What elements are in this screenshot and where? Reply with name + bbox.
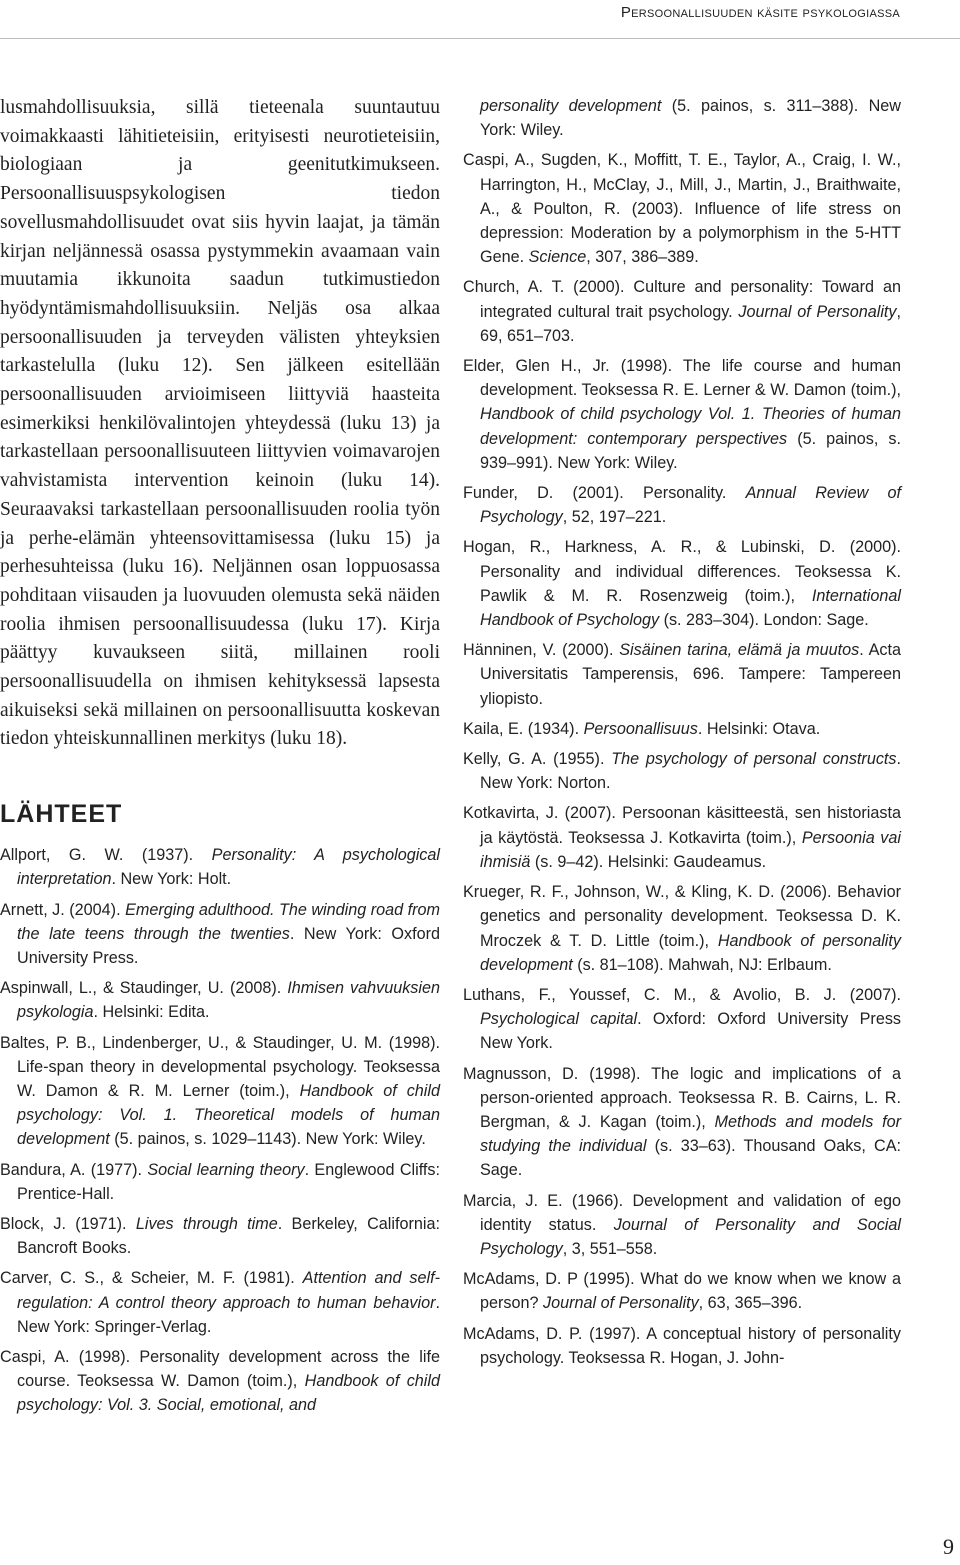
reference-entry	[0, 976, 440, 1024]
reference-text: , 63, 365–396.	[698, 1294, 803, 1313]
reference-text: Allport, G. W. (1937).	[0, 846, 212, 865]
reference-text: . Berkeley, California: Bancroft Books.	[17, 1215, 440, 1258]
reference-text: , 307, 386–389.	[586, 248, 699, 267]
reference-text: Kelly, G. A. (1955).	[463, 750, 612, 769]
reference-entry	[463, 481, 901, 529]
reference-title: Psychological capital	[480, 1010, 638, 1029]
reference-entry	[0, 843, 440, 891]
reference-title: Emerging adulthood. The winding road from the late teens through the twenties	[17, 900, 440, 943]
left-column	[0, 94, 440, 1424]
reference-title: personality development	[480, 97, 662, 115]
header-divider	[0, 38, 960, 39]
reference-entry	[463, 535, 901, 632]
reference-title: Social learning theory	[147, 1160, 305, 1179]
reference-text: (s. 9–42). Helsinki: Gaudeamus.	[530, 852, 767, 871]
reference-entry	[463, 1062, 901, 1183]
reference-title: Lives through time	[135, 1215, 278, 1234]
reference-title: The psychology of personal constructs	[611, 750, 897, 769]
reference-text: (s. 81–108). Mahwah, NJ: Erlbaum.	[572, 955, 832, 974]
references-list-left	[0, 843, 440, 1417]
reference-text: , 69, 651–703.	[480, 302, 902, 345]
reference-text: Caspi, A., Sugden, K., Moffitt, T. E., Taylor, A., Craig, I. W., Harrington, H., McClay, J., Mill, J., Martin, J., Braithwaite, A., & Poulton, R. (2003). Influence of life stress on depression: Moderation by a polymorphism in the 5-HTT Gene.	[463, 151, 901, 267]
page-number: 9	[943, 1534, 954, 1559]
reference-text: , 52, 197–221.	[562, 508, 667, 527]
reference-text: Bandura, A. (1977).	[0, 1160, 148, 1179]
reference-title: Persoonallisuus	[583, 719, 698, 738]
reference-text: Hogan, R., Harkness, A. R., & Lubinski, D. (2000). Personality and individual differences. Teoksessa K. Pawlik & M. R. Rosenzweig (toim.),	[463, 538, 901, 605]
reference-text: Krueger, R. F., Johnson, W., & Kling, K. D. (2006). Behavior genetics and personality development. Teoksessa D. K. Mroczek & T. D. Little (toim.),	[463, 883, 901, 950]
reference-entry	[463, 638, 901, 711]
reference-title: Ihmisen vahvuuksien psykologia	[17, 979, 440, 1022]
reference-title: Handbook of personality development	[480, 931, 901, 974]
reference-text: Magnusson, D. (1998). The logic and implications of a person-oriented approach. Teoksessa R. B. Cairns, L. R. Bergman, & J. Kagan (toim.),	[463, 1064, 901, 1131]
reference-text: Baltes, P. B., Lindenberger, U., & Staudinger, U. M. (1998). Life-span theory in developmental psychology. Teoksessa W. Damon & R. M. Lerner (toim.),	[0, 1033, 440, 1100]
reference-text: . New York: Norton.	[480, 750, 902, 793]
reference-text: Block, J. (1971).	[0, 1215, 136, 1234]
references-list-right	[463, 94, 901, 1370]
reference-title: Journal of Personality	[543, 1294, 699, 1313]
reference-entry	[463, 354, 901, 475]
reference-text: Luthans, F., Youssef, C. M., & Avolio, B. J. (2007).	[463, 985, 901, 1004]
reference-title: Journal of Personality	[738, 302, 897, 321]
reference-entry	[463, 94, 901, 142]
reference-entry	[463, 1322, 901, 1370]
reference-text: . Acta Universitatis Tamperensis, 696. Tampere: Tampereen yliopisto.	[480, 641, 901, 708]
reference-text: (5. painos, s. 1029–1143). New York: Wiley.	[109, 1130, 426, 1149]
reference-title: Science	[528, 248, 587, 267]
reference-entry	[0, 898, 440, 971]
reference-title: Handbook of child psychology: Vol. 3. Social, emotional, and	[17, 1372, 440, 1415]
reference-text: Elder, Glen H., Jr. (1998). The life course and human development. Teoksessa R. E. Lerner & W. Damon (toim.),	[463, 357, 901, 400]
reference-text: (s. 33–63). Thousand Oaks, CA: Sage.	[480, 1137, 901, 1180]
reference-title: Persoonia vai ihmisiä	[480, 828, 901, 871]
reference-entry	[0, 1031, 440, 1152]
reference-title: Methods and models for studying the individual	[480, 1112, 901, 1156]
reference-text: Arnett, J. (2004).	[0, 900, 126, 919]
reference-entry	[463, 148, 901, 269]
reference-entry	[463, 880, 901, 977]
reference-text: Marcia, J. E. (1966). Development and validation of ego identity status.	[463, 1191, 901, 1234]
body-paragraph: lusmahdollisuuksia, sillä tieteenala suuntautuu voimakkaasti lähitieteisiin, erityisesti neurotieteisiin, biologiaan ja geenitutkimukseen. Persoonallisuuspsykologisen tiedon sovellusmahdollisuudet ovat siis hyvin laajat, ja tämän kirjan neljännessä osassa pystymmekin avaamaan vain muutamia ikkunoita saadun tutkimustiedon hyödyntämismahdollisuuksiin. Neljäs osa alkaa persoonallisuuden ja terveyden välisten yhteyksien tarkastelulla (luku 12). Sen jälkeen esitellään persoonallisuuden arvioimiseen liittyviä haasteita esimerkiksi henkilövalintojen yhteydessä (luku 13) ja tarkastellaan persoonallisuuteen liittyvien voimavarojen vahvistamista intervention keinoin (luku 14). Seuraavaksi tarkastellaan persoonallisuuden roolia työn ja perhe-elämän yhteensovittamisessa (luku 15) ja perhesuhteissa (luku 16). Neljännen osan loppuosassa pohditaan viisauden ja luovuuden olemusta sekä näiden roolia ihmisen persoonallisuudessa (luku 17). Kirja päättyy kuvaukseen siitä, millainen rooli persoonallisuudella on ihmisen kehityksessä lapsesta aikuiseksi sekä millainen on persoonallisuutta koskevan tiedon yhteiskunnallinen merkitys (luku 18).	[0, 97, 440, 750]
reference-title: Personality: A psychological interpretation	[17, 846, 440, 889]
reference-text: (5. painos, s. 939–991). New York: Wiley.	[480, 429, 901, 472]
reference-title: Attention and self-regulation: A control theory approach to human behavior	[17, 1269, 440, 1312]
reference-text: , 3, 551–558.	[562, 1239, 658, 1258]
reference-entry	[463, 983, 901, 1056]
reference-text: Caspi, A. (1998). Personality development across the life course. Teoksessa W. Damon (toim.),	[0, 1348, 440, 1391]
reference-title: Sisäinen tarina, elämä ja muutos	[619, 641, 860, 660]
reference-text: (s. 283–304). London: Sage.	[659, 611, 869, 630]
reference-entry	[463, 717, 901, 741]
reference-entry	[0, 1212, 440, 1260]
reference-title: Journal of Personality and Social Psychology	[480, 1215, 901, 1258]
reference-entry	[0, 1345, 440, 1418]
references-heading: LÄHTEET	[0, 800, 123, 829]
reference-text: Carver, C. S., & Scheier, M. F. (1981).	[0, 1269, 303, 1288]
running-head: Persoonallisuuden käsite psykologiassa	[620, 4, 900, 21]
reference-entry	[463, 1267, 901, 1315]
reference-text: (5. painos, s. 311–388). New York: Wiley.	[480, 97, 901, 140]
reference-entry	[0, 1158, 440, 1206]
reference-text: . New York: Springer-Verlag.	[17, 1293, 440, 1336]
reference-title: International Handbook of Psychology	[480, 586, 901, 630]
reference-entry	[463, 1189, 901, 1262]
reference-text: Hänninen, V. (2000).	[463, 641, 620, 660]
reference-text: . New York: Holt.	[111, 870, 232, 889]
reference-text: . New York: Oxford University Press.	[17, 924, 440, 967]
reference-text: Kotkavirta, J. (2007). Persoonan käsitteestä, sen historiasta ja käytöstä. Teoksessa J. Kotkavirta (toim.),	[463, 804, 901, 847]
reference-text: Kaila, E. (1934).	[463, 719, 584, 738]
reference-entry	[463, 801, 901, 874]
reference-entry	[463, 275, 901, 348]
reference-text: Aspinwall, L., & Staudinger, U. (2008).	[0, 979, 288, 998]
reference-text: Funder, D. (2001). Personality.	[463, 484, 746, 503]
reference-text: . Oxford: Oxford University Press New York.	[480, 1010, 902, 1053]
reference-text: . Englewood Cliffs: Prentice-Hall.	[17, 1160, 440, 1203]
reference-title: Handbook of child psychology Vol. 1. Theories of human development: contemporary perspectives	[480, 405, 901, 448]
reference-text: McAdams, D. P (1995). What do we know when we know a person?	[463, 1270, 901, 1313]
reference-title: Handbook of child psychology: Vol. 1. Theoretical models of human development	[17, 1082, 440, 1149]
reference-text: McAdams, D. P. (1997). A conceptual history of personality psychology. Teoksessa R. Hogan, J. John-	[463, 1324, 901, 1367]
reference-title: Annual Review of Psychology	[480, 484, 901, 527]
reference-entry	[0, 1266, 440, 1339]
reference-entry	[463, 747, 901, 795]
reference-text: . Helsinki: Edita.	[93, 1003, 210, 1022]
reference-text: Church, A. T. (2000). Culture and personality: Toward an integrated cultural trait psychology.	[463, 278, 901, 321]
reference-text: . Helsinki: Otava.	[697, 719, 821, 738]
right-column	[463, 94, 901, 1376]
